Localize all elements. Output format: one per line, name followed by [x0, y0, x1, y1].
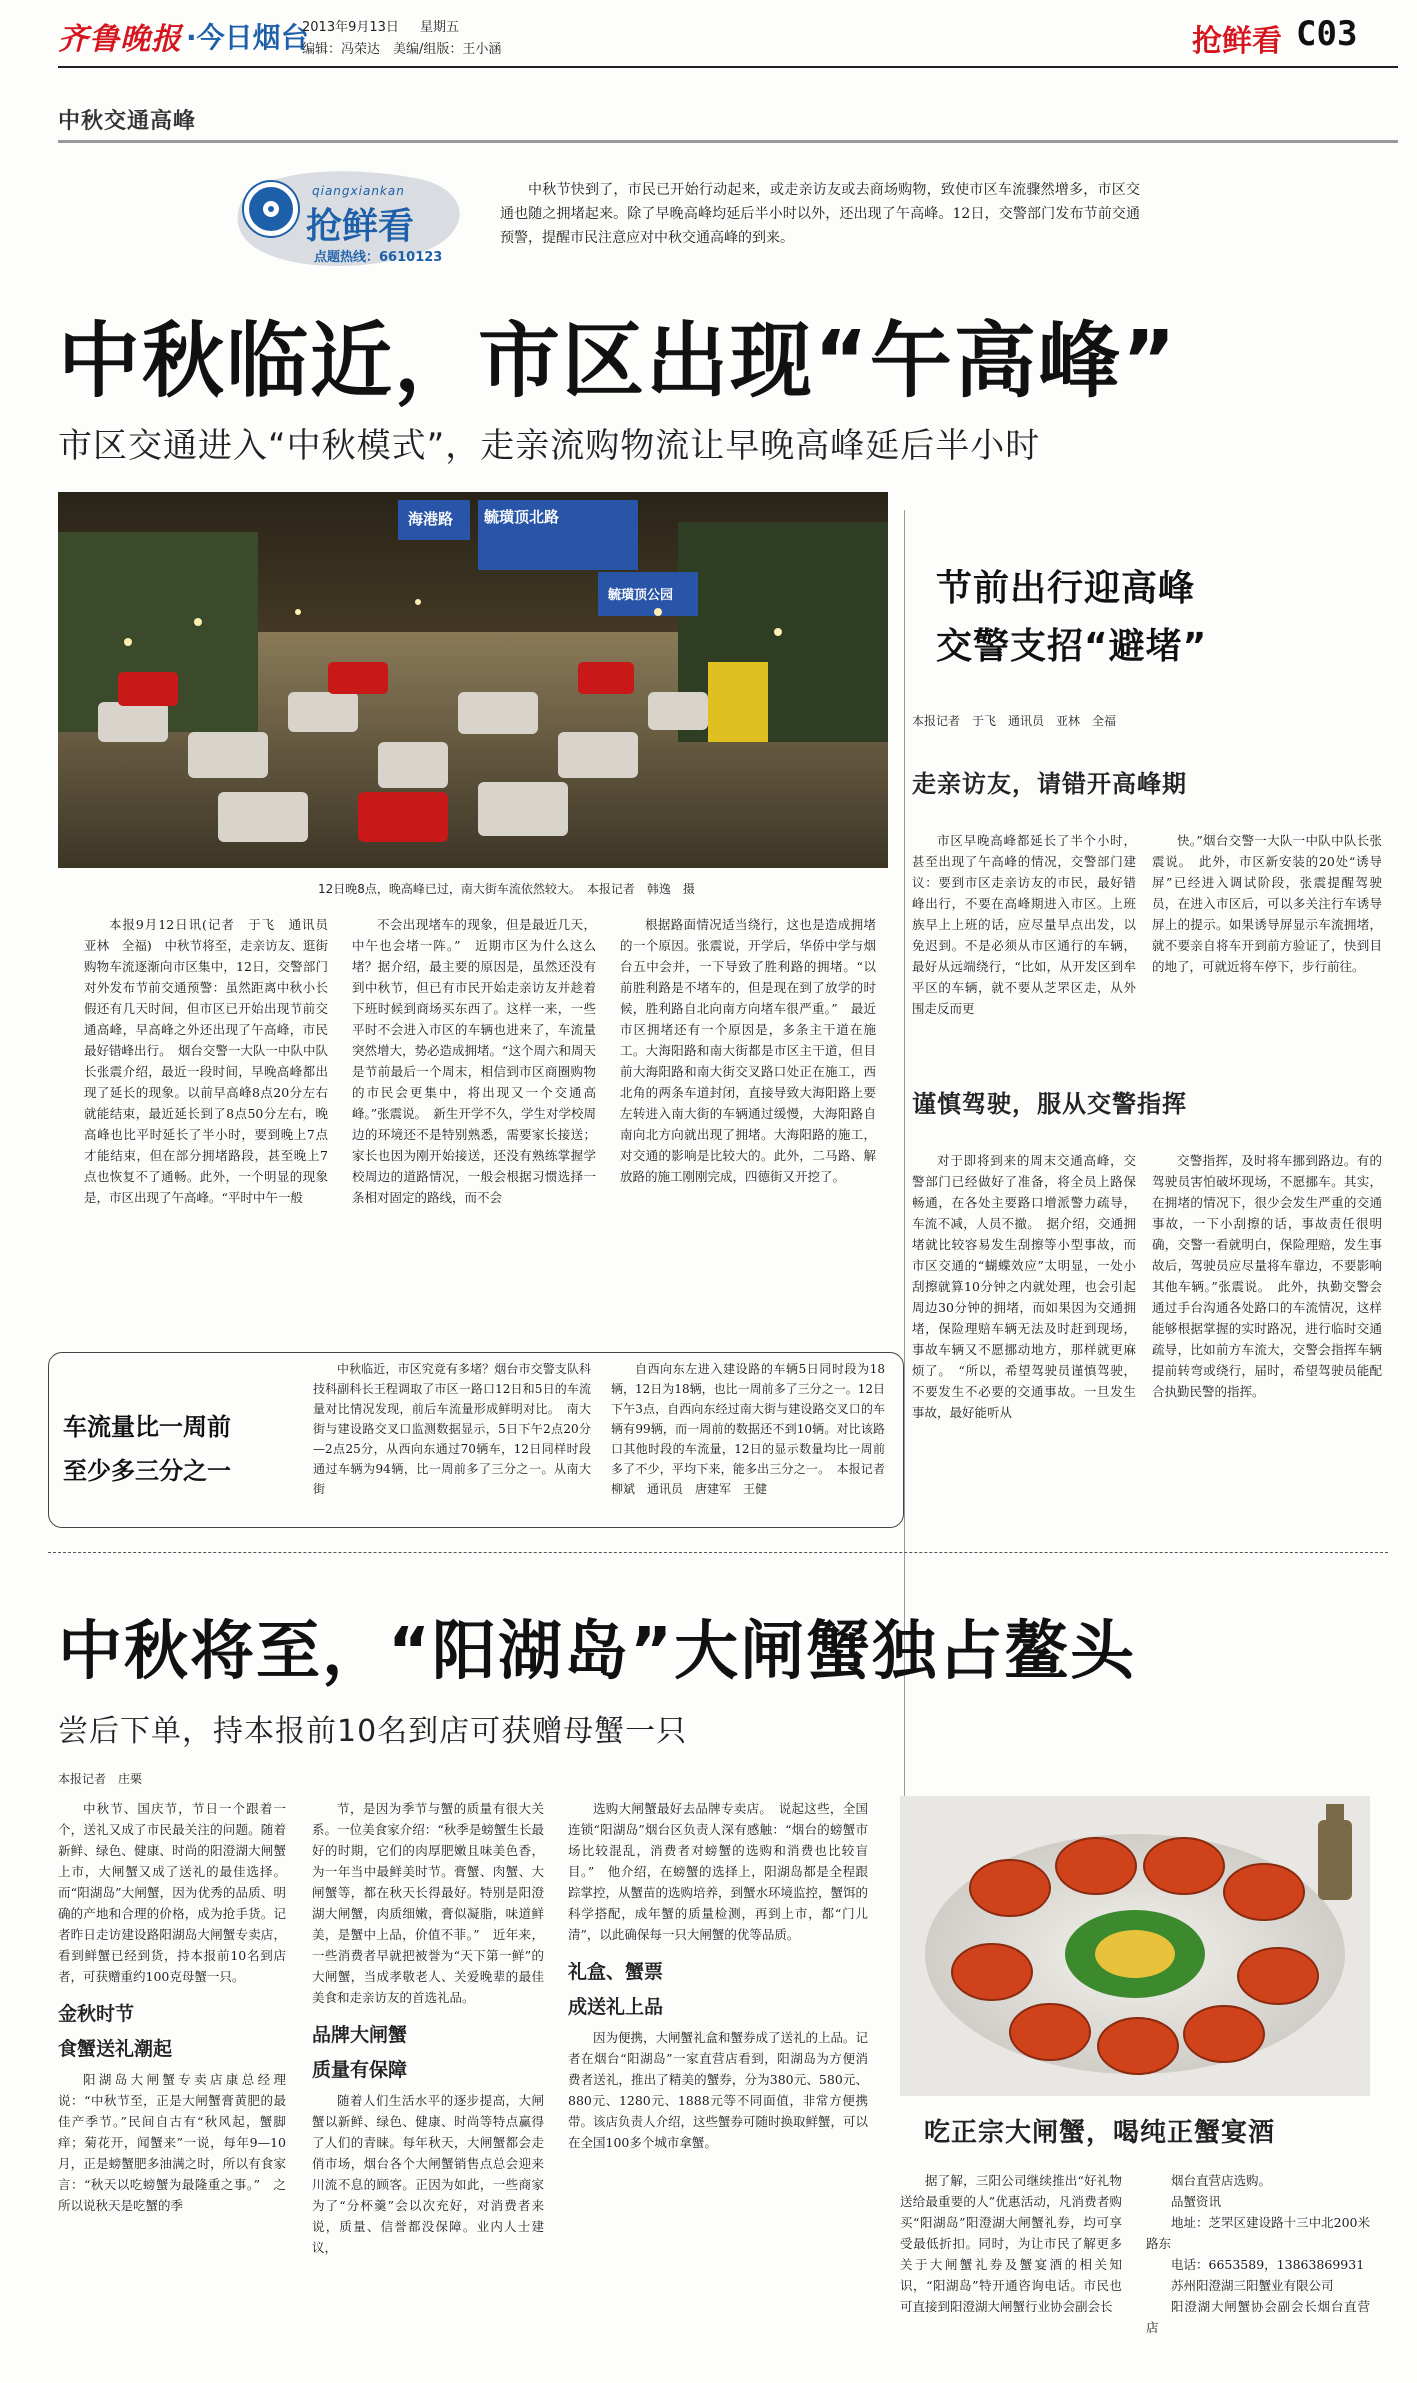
article2-headline: 中秋将至，“阳湖岛”大闸蟹独占鳌头 [58, 1615, 1137, 1689]
article2-col2-text: 节，是因为季节与蟹的质量有很大关系。一位美食家介绍：“秋季是螃蟹生长最好的时期，它们的肉厚肥嫩且味美色香，为一年当中最鲜美时节。膏蟹、肉蟹、大闸蟹等，都在秋天长得最好。特别是阳澄湖大闸蟹，肉质细嫩，膏似凝脂，味道鲜美，是蟹中上品，价值不菲。” 近年来，一些消费者早就把被誉为“天下第一鲜”的大闸蟹，当成孝敬老人、关爱晚辈的最佳美食和走亲访友的首选礼品。 [312, 1801, 544, 2005]
logo-pin-icon [244, 182, 298, 236]
crab-photo-subhead: 吃正宗大闸蟹，喝纯正蟹宴酒 [924, 2118, 1276, 2148]
right-byline: 本报记者 于飞 通讯员 亚林 全福 [912, 714, 1117, 728]
article2-col2-subhead2: 质量有保障 [312, 2059, 408, 2081]
right-col2-line3: 地址：芝罘区建设路十三中北200米路东 [1146, 2215, 1370, 2251]
page-number: C03 [1296, 14, 1358, 54]
article1-col3-text: 根据路面情况适当绕行，这也是造成拥堵的一个原因。张震说，开学后，华侨中学与烟台五中会并，一下导致了胜利路的拥堵。“以前胜利路是不堵车的，但是现在到了放学的时候，胜利路自北向南方向堵车很严重。” 最近市区拥堵还有一个原因是，多条主干道在施工。大海阳路和南大街都是市区主干道，但目前大海阳路和南大街交叉路口处正在施工，西北角的两条车道封闭，直接导致大海阳路上要左转进入南大街的车辆通过缓慢，大海阳路自南向北方向就出现了拥堵。大海阳路的施工，对交通的影响是比较大的。此外，二马路、解放路的施工刚刚完成，四德街又开挖了。 [620, 917, 876, 1184]
sign-text-2: 海港路 [408, 510, 454, 528]
right-text2-col2 [1152, 1150, 1382, 1402]
crab-photo [900, 1796, 1370, 2096]
article1-col1 [84, 914, 341, 1208]
article2-col3-subhead2: 成送礼上品 [568, 1996, 664, 2018]
article2-col1-text2: 阳湖岛大闸蟹专卖店康总经理说：“中秋节至，正是大闸蟹膏黄肥的最佳产季节。”民间自古有“秋风起，蟹脚痒；菊花开，闻蟹来”一说，每年9—10月，正是螃蟹肥多油满之时，所以有食家言：“秋天以吃螃蟹为最隆重之事。” 之所以说秋天是吃蟹的季 [58, 2072, 286, 2213]
article2-byline: 本报记者 庄栗 [58, 1772, 143, 1786]
main-subheadline: 市区交通进入“中秋模式”，走亲流购物流让早晚高峰延后半小时 [58, 426, 1041, 466]
right-subhead1: 走亲访友，请错开高峰期 [912, 770, 1187, 798]
article2-col3 [568, 1798, 868, 2153]
sign-text-1: 毓璜顶北路 [484, 508, 560, 526]
article2-right-col1 [900, 2170, 1122, 2317]
photo1-caption: 12日晚8点，晚高峰已过，南大街车流依然较大。 本报记者 韩逸 摄 [318, 882, 695, 896]
article2-col2-text2: 随着人们生活水平的逐步提高，大闸蟹以新鲜、绿色、健康、时尚等特点赢得了人们的青睐。每年秋天，大闸蟹都会走俏市场，烟台各个大闸蟹销售点总会迎来川流不息的顾客。正因为如此，一些商家为了“分杯羹”会以次充好，对消费者来说，质量、信誉都没保障。业内人士建议， [312, 2093, 544, 2255]
right-col2-line5: 苏州阳澄湖三阳蟹业有限公司 [1171, 2278, 1334, 2293]
right-col2-line2: 品蟹资讯 [1171, 2194, 1222, 2209]
qiangxiankan-logo [214, 160, 474, 280]
logo-hotline [314, 246, 442, 265]
article2-col1-subhead2: 食蟹送礼潮起 [58, 2038, 173, 2060]
right-col2-line6: 阳澄湖大闸蟹协会副会长烟台直营店 [1146, 2299, 1370, 2335]
hotline-number: 6610123 [379, 250, 443, 265]
masthead [0, 0, 1417, 62]
logo-name: 抢鲜看 [306, 206, 415, 247]
sidebar-col1 [313, 1359, 591, 1499]
article1-col2-text: 不会出现堵车的现象，但是最近几天，中午也会堵一阵。” 近期市区为什么这么堵？据介绍，最主要的原因是，虽然还没有到中秋节，但已有市民开始走亲访友并趁着下班时候到商场买东西了。这样一来，一些平时不会进入市区的车辆也进来了，车流量突然增大，势必造成拥堵。“这个周六和周天是节前最后一个周末，相信到市区商圈购物的市民会更集中，将出现又一个交通高峰。”张震说。 新生开学不久，学生对学校周边的环境还不是特别熟悉，需要家长接送；家长也因为刚开始接送，还没有熟练掌握学校周边的道路情况，一般会根据习惯选择一条相对固定的路线，而不会 [352, 917, 596, 1205]
article1-col3 [620, 914, 876, 1187]
right-text2-col1-text: 对于即将到来的周末交通高峰，交警部门已经做好了准备，将全员上路保畅通，在各处主要路口增派警力疏导，车流不减，人员不撤。 据介绍，交通拥堵就比较容易发生刮擦等小型事故，而市区交通的“蝴蝶效应”太明显，一处小刮擦就算10分钟之内就处理，也会引起周边30分钟的拥堵，而如果因为交通拥堵，保险理赔车辆无法及时赶到现场，事故车辆又不愿挪动地方，那样就更麻烦了。 “所以，希望驾驶员谨慎驾驶，不要发生不必要的交通事故。一旦发生事故，最好能听从 [912, 1153, 1136, 1420]
right-col2-line1: 烟台直营店选购。 [1171, 2173, 1272, 2188]
sidebar-col2 [611, 1359, 898, 1499]
right-text2-col2-text: 交警指挥，及时将车挪到路边。有的驾驶员害怕破坏现场，不愿挪车。其实，在拥堵的情况下，很少会发生严重的交通事故，一下小刮擦的话，事故责任很明确，交警一看就明白，保险理赔，发生事故后，驾驶员应尽量将车靠边，不要影响其他车辆。”张震说。 此外，执勤交警会通过手台沟通各处路口的车流情况，这样能够根据掌握的实时路况，进行临时交通疏导，比如前方车流大，交警会指挥车辆提前转弯或绕行，届时，希望驾驶员能配合执勤民警的指挥。 [1152, 1153, 1382, 1399]
paper-name: 齐鲁晚报 [58, 22, 182, 57]
article2-col3-text: 选购大闸蟹最好去品牌专卖店。 说起这些，全国连锁“阳湖岛”烟台区负责人深有感触：“烟台的螃蟹市场比较混乱，消费者对螃蟹的选购和消费也比较盲目。” 他介绍，在螃蟹的选择上，阳湖岛都是全程跟踪掌控，从蟹苗的选购培养，到蟹水环境监控，蟹饵的科学搭配，成年蟹的质量检测，再到上市，都“门儿清”，以此确保每一只大闸蟹的优等品质。 [568, 1801, 869, 1942]
article1-col1-text: 本报9月12日讯(记者 于飞 通讯员 亚林 全福) 中秋节将至，走亲访友、逛街购物车流逐渐向市区集中，12日，交警部门对外发布节前交通预警：虽然距离中秋小长假还有几天时间，但市区已开始出现节前交通高峰，早高峰之外还出现了午高峰，市民最好错峰出行。 烟台交警一大队一中队中队长张震介绍，最近一段时间，早晚高峰都出现了延长的现象。以前早高峰8点20分左右就能结束，最近延长到了8点50分左右，晚高峰也比平时延长了半小时，要到晚上7点才能结束，但在部分拥堵路段，甚至晚上7点也恢复不了通畅。此外，一个明显的现象是，市区出现了午高峰。“平时中午一般 [84, 917, 341, 1205]
issue-date: 2013年9月13日 [302, 20, 399, 35]
section-name: ·今日烟台 [186, 21, 309, 54]
article2-col3-subhead1: 礼盒、蟹票 [568, 1961, 664, 1983]
article2-right-col2 [1146, 2170, 1370, 2338]
logo-pinyin: qiangxiankan [312, 184, 405, 198]
sign-text-3: 毓璜顶公园 [608, 588, 674, 603]
right-subhead2: 谨慎驾驶，服从交警指挥 [912, 1090, 1187, 1118]
article2-col1-subhead1: 金秋时节 [58, 2003, 135, 2025]
main-headline: 中秋临近，市区出现“午高峰” [58, 314, 1178, 409]
right-label: 抢鲜看 [1192, 24, 1282, 59]
traffic-photo [58, 492, 888, 868]
sidebar-title-line2: 至少多三分之一 [63, 1457, 231, 1485]
sidebar-box [48, 1352, 904, 1528]
right-headline-line1: 节前出行迎高峰 [936, 568, 1196, 609]
article1-col2 [352, 914, 596, 1208]
hotline-label: 点题热线： [314, 250, 380, 265]
sidebar-col1-text: 中秋临近，市区究竟有多堵？烟台市交警支队科技科副科长王程调取了市区一路口12日和5日的车流量对比情况发现，前后车流量形成鲜明对比。 南大街与建设路交叉口监测数据显示，5日下午2点20分—2点25分，从西向东通过70辆车，12日同样时段通过车辆为94辆，比一周前多了三分之一。从南大街 [313, 1362, 591, 1496]
section-title: 中秋交通高峰 [58, 109, 197, 134]
sidebar-title-line1: 车流量比一周前 [63, 1413, 231, 1441]
right-text1-col2-text: 快。”烟台交警一大队一中队中队长张震说。 此外，市区新安装的20处“诱导屏”已经进入调试阶段，张震提醒驾驶员，在进入市区后，可以多关注行车诱导屏上的提示。如果诱导屏显示车流拥堵，就不要亲自将车开到前方验证了，快到目的地了，可就近将车停下，步行前往。 [1152, 833, 1382, 974]
article2-col1-text: 中秋节、国庆节，节日一个跟着一个，送礼又成了市民最关注的问题。随着新鲜、绿色、健康、时尚的阳澄湖大闸蟹上市，大闸蟹又成了送礼的最佳选择。而“阳湖岛”大闸蟹，因为优秀的品质、明确的产地和合理的价格，成为抢手货。记者昨日走访建设路阳湖岛大闸蟹专卖店，看到鲜蟹已经到货，持本报前10名到店者，可获赠重约100克母蟹一只。 [58, 1801, 286, 1984]
sidebar-col2-text: 自西向东左进入建设路的车辆5日同时段为18辆，12日为18辆，也比一周前多了三分之一。12日下午3点，自西向东经过南大街与建设路交叉口的车辆有99辆，而一周前的数据还不到10辆。对比该路口其他时段的车流量，12日的显示数量均比一周前多了不少，平均下来，能多出三分之一。 本报记者 柳斌 通讯员 唐建军 王健 [611, 1362, 898, 1496]
right-text1-col1-text: 市区早晚高峰都延长了半个小时，甚至出现了午高峰的情况，交警部门建议：要到市区走亲访友的市民，最好错峰出行，不要在高峰期进入市区。上班族早上上班的话，应尽量早点出发，以免迟到。不是必须从市区通行的车辆，最好从远端绕行，“比如，从开发区到牟平区的车辆，就不要从芝罘区走，从外围走反而更 [912, 833, 1136, 1016]
right-text1-col2 [1152, 830, 1382, 977]
lead-intro [500, 178, 1140, 250]
right-headline-line2: 交警支招“避堵” [936, 626, 1208, 667]
article2-col2-subhead1: 品牌大闸蟹 [312, 2024, 408, 2046]
right-text2-col1 [912, 1150, 1136, 1423]
article2-right-col1-text: 据了解，三阳公司继续推出“好礼物送给最重要的人”优惠活动，凡消费者购买“阳湖岛”阳澄湖大闸蟹礼券，均可享受最低折扣。同时，为让市民了解更多关于大闸蟹礼券及蟹宴酒的相关知识，“阳湖岛”特开通咨询电话。市民也可直接到阳澄湖大闸蟹行业协会副会长 [900, 2173, 1122, 2314]
issue-weekday: 星期五 [420, 20, 460, 35]
right-col2-line4: 电话：6653589，13863869931 [1171, 2257, 1365, 2272]
article2-col3-text2: 因为便携，大闸蟹礼盒和蟹券成了送礼的上品。记者在烟台“阳湖岛”一家直营店看到，阳湖岛为方便消费者送礼，推出了精美的蟹券，分为380元、580元、880元、1280元、1888元等不同面值，非常方便携带。该店负责人介绍，这些蟹券可随时换取鲜蟹，可以在全国100多个城市拿蟹。 [568, 2030, 869, 2150]
lead-intro-text: 中秋节快到了，市民已开始行动起来，或走亲访友或去商场购物，致使市区车流骤然增多，市区交通也随之拥堵起来。除了早晚高峰均延后半小时以外，还出现了午高峰。12日，交警部门发布节前交通预警，提醒市民注意应对中秋交通高峰的到来。 [500, 182, 1140, 246]
article2-subheadline: 尝后下单，持本报前10名到店可获赠母蟹一只 [58, 1714, 688, 1749]
editor-line: 编辑：冯荣达 美编/组版：王小涵 [302, 42, 502, 57]
right-text1-col1 [912, 830, 1136, 1019]
article2-col2 [312, 1798, 544, 2258]
article2-col1 [58, 1798, 286, 2216]
